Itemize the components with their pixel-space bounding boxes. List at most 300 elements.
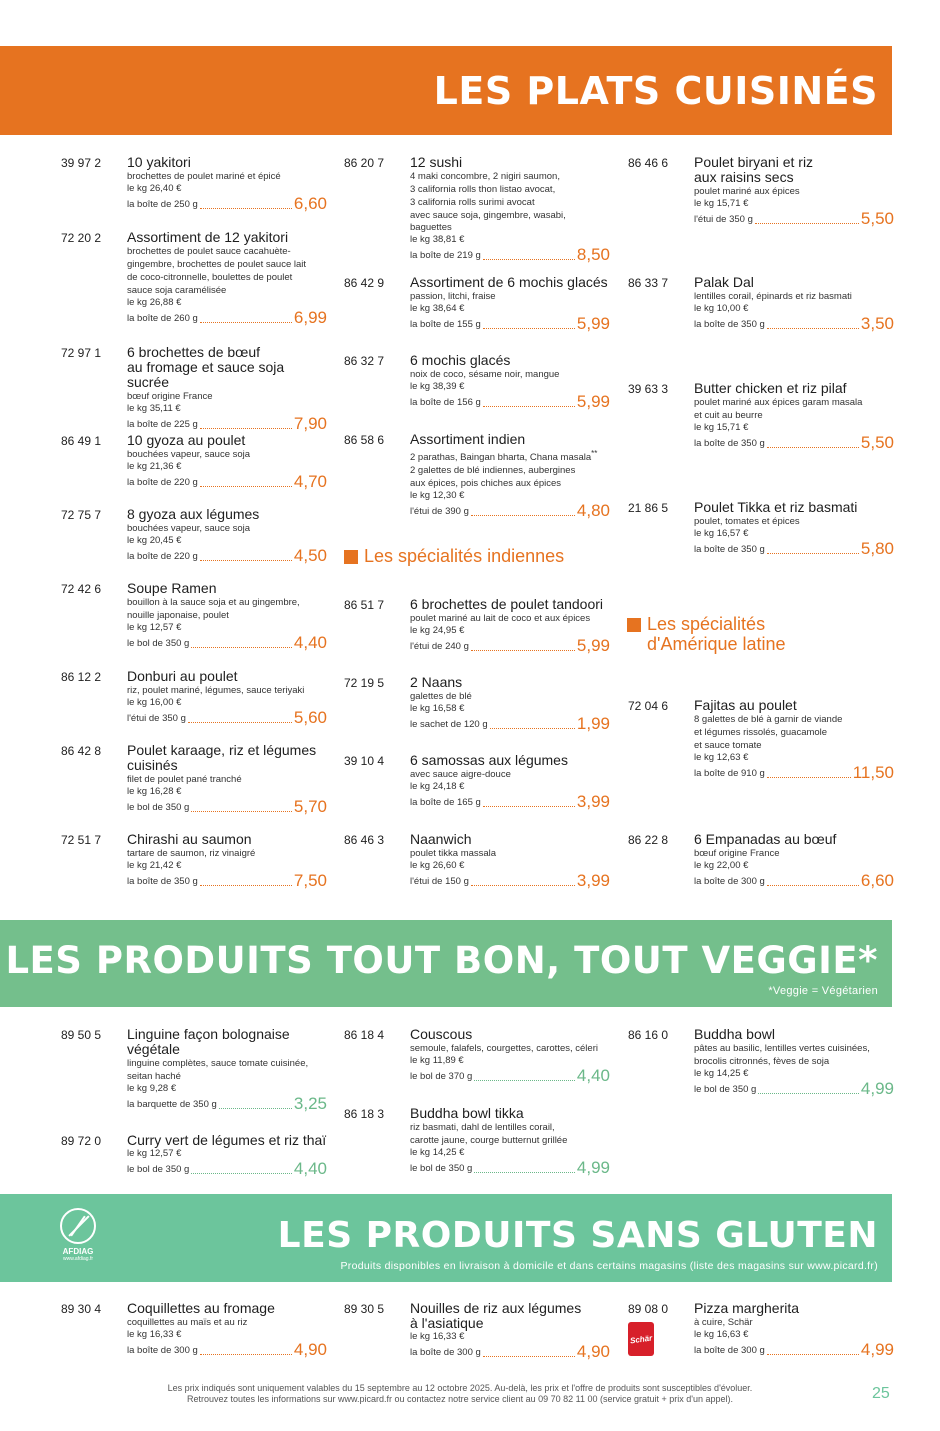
package-size: la boîte de 156 g: [410, 397, 481, 408]
package-size: la boîte de 250 g: [127, 199, 198, 210]
product-description: [410, 448, 610, 464]
price-row: [694, 1341, 894, 1358]
price-per-kg: le kg 38,39 €: [410, 381, 465, 392]
product-description: et légumes rissolés, guacamole: [694, 727, 828, 738]
product-code: 39 10 4: [344, 754, 385, 768]
price-per-kg: le kg 20,45 €: [127, 535, 182, 546]
product-description: et cuit au beurre: [694, 410, 763, 421]
product-price: 4,40: [293, 633, 327, 652]
product-price: 4,40: [576, 1066, 610, 1085]
footnote-description: 2 parathas, Baingan bharta, Chana masala: [410, 452, 592, 464]
price-row: [694, 764, 894, 781]
product-name-line: Buddha bowl tikka: [410, 1105, 524, 1121]
product-body: [410, 432, 610, 519]
square-bullet-icon: [627, 618, 641, 632]
product-name-line: Assortiment de 12 yakitori: [127, 229, 289, 245]
price-row: [127, 1160, 327, 1177]
product-code: 86 46 6: [628, 156, 669, 170]
product-body: [694, 832, 894, 889]
product-description: bœuf origine France: [694, 848, 780, 859]
product-name: [410, 1027, 610, 1042]
package-size: la boîte de 350 g: [694, 544, 765, 555]
product-body: [127, 155, 327, 212]
product-code: 86 51 7: [344, 598, 385, 612]
price-per-kg: le kg 16,33 €: [127, 1329, 182, 1340]
product-description: passion, litchi, fraise: [410, 291, 496, 302]
footnote-mark: **: [591, 449, 598, 458]
product-body: [127, 433, 327, 490]
product-body: [410, 832, 610, 889]
product-code: 72 97 1: [61, 346, 102, 360]
product-name-line: Chirashi au saumon: [127, 831, 252, 847]
product-price: 4,99: [576, 1158, 610, 1177]
product-code: 72 75 7: [61, 508, 102, 522]
package-size: la boîte de 300 g: [694, 1345, 765, 1356]
product-price: 3,50: [860, 314, 894, 333]
product-name: [127, 669, 327, 684]
product-body: [410, 155, 610, 263]
product-price: 4,50: [293, 546, 327, 565]
product-description: poulet mariné aux épices: [694, 186, 800, 197]
price-row: [127, 309, 327, 326]
product-name: [410, 597, 610, 612]
dotted-leader: [191, 811, 292, 812]
product-description: nouille japonaise, poulet: [127, 610, 229, 621]
package-size: la boîte de 350 g: [694, 438, 765, 449]
product-name-line: 6 samossas aux légumes: [410, 752, 568, 768]
product-price: 5,50: [860, 209, 894, 228]
product-name: [127, 1133, 327, 1148]
product-code: 86 42 9: [344, 276, 385, 290]
price-row: [410, 246, 610, 263]
product-price: 8,50: [576, 245, 610, 264]
product-description: à cuire, Schär: [694, 1317, 753, 1328]
price-per-kg: le kg 24,95 €: [410, 625, 465, 636]
price-per-kg: le kg 24,18 €: [410, 781, 465, 792]
product-name: [410, 275, 610, 290]
price-row: [410, 502, 610, 519]
product-description: gingembre, brochettes de poulet sauce lait: [127, 259, 307, 270]
product-description: filet de poulet pané tranché: [127, 774, 242, 785]
product-description: aux épices, pois chiches aux épices: [410, 478, 562, 490]
dotted-leader: [191, 647, 292, 648]
product-name: [127, 230, 327, 245]
product-body: [410, 1301, 610, 1360]
product-body: [694, 381, 894, 451]
package-size: la boîte de 260 g: [127, 313, 198, 324]
product-name-line: Couscous: [410, 1026, 473, 1042]
product-description: brochettes de poulet sauce cacahuète-: [127, 246, 291, 257]
product-description: brochettes de poulet mariné et épicé: [127, 171, 281, 182]
dotted-leader: [483, 806, 575, 807]
page-number: 25: [872, 1385, 890, 1402]
veggie-subtitle: *Veggie = Végétarien: [768, 985, 878, 997]
product-code: 89 30 5: [344, 1302, 385, 1316]
gluten-free-icon: [60, 1208, 96, 1244]
price-row: [410, 1067, 610, 1084]
product-code: 72 19 5: [344, 676, 385, 690]
product-code: 89 50 5: [61, 1028, 102, 1042]
product-name: [694, 832, 894, 847]
product-name: [410, 832, 610, 847]
price-per-kg: le kg 38,81 €: [410, 234, 465, 245]
product-name-line: 12 sushi: [410, 154, 463, 170]
product-description: pâtes au basilic, lentilles vertes cuisinées,: [694, 1043, 870, 1054]
product-price: 5,80: [860, 539, 894, 558]
product-body: [410, 675, 610, 732]
product-name-line: Nouilles de riz aux légumes: [410, 1300, 582, 1316]
package-size: la boîte de 300 g: [127, 1345, 198, 1356]
package-size: le sachet de 120 g: [410, 719, 488, 730]
package-size: la boîte de 219 g: [410, 250, 481, 261]
price-row: [694, 210, 894, 227]
price-row: [127, 798, 327, 815]
dotted-leader: [471, 515, 575, 516]
product-body: [410, 353, 610, 410]
dotted-leader: [483, 406, 575, 407]
product-name: [127, 507, 327, 522]
price-per-kg: le kg 12,57 €: [127, 1148, 182, 1159]
price-row: [694, 315, 894, 332]
product-name-line: 8 gyoza aux légumes: [127, 506, 260, 522]
product-body: [694, 275, 894, 332]
product-code: 89 30 4: [61, 1302, 102, 1316]
square-bullet-icon: [344, 550, 358, 564]
product-description: riz, poulet mariné, légumes, sauce teriyaki: [127, 685, 305, 696]
section-latam: [627, 614, 786, 654]
product-body: [127, 1027, 327, 1112]
price-per-kg: le kg 12,57 €: [127, 622, 182, 633]
price-per-kg: le kg 35,11 €: [127, 403, 181, 414]
package-size: la boîte de 300 g: [694, 876, 765, 887]
product-name: [127, 1027, 327, 1057]
product-name-line: Assortiment de 6 mochis glacés: [410, 274, 608, 290]
price-row: [410, 793, 610, 810]
dotted-leader: [471, 885, 575, 886]
price-row: [127, 195, 327, 212]
product-description: avec sauce aigre-douce: [410, 769, 511, 780]
product-name-line: végétale: [127, 1041, 180, 1057]
price-per-kg: le kg 16,00 €: [127, 697, 182, 708]
product-code: 86 16 0: [628, 1028, 669, 1042]
product-description: noix de coco, sésame noir, mangue: [410, 369, 560, 380]
price-row: [127, 473, 327, 490]
dotted-leader: [188, 722, 292, 723]
product-code: 86 22 8: [628, 833, 669, 847]
price-row: [694, 872, 894, 889]
price-per-kg: le kg 16,57 €: [694, 528, 749, 539]
dotted-leader: [767, 328, 859, 329]
product-body: [127, 832, 327, 889]
afdiag-logo: [56, 1208, 100, 1268]
product-description: seitan haché: [127, 1071, 181, 1082]
legal-footer: Les prix indiqués sont uniquement valables du 15 septembre au 12 octobre 2025. Au-delà, les prix et l'offre de produits sont susceptibles d'évoluer. Retrouvez toutes les informations sur www.picard.fr ou contactez notre service client au 09 70 82 11 00 (service gratuit + prix d'un appel).: [167, 1383, 753, 1404]
product-code: 89 08 0: [628, 1302, 669, 1316]
product-description: poulet mariné aux épices garam masala: [694, 397, 863, 408]
dotted-leader: [200, 322, 292, 323]
afdiag-logo-url: www.afdiag.fr: [62, 1256, 93, 1262]
plats-banner: [0, 46, 892, 135]
product-body: [127, 1301, 327, 1358]
product-code: 86 18 4: [344, 1028, 385, 1042]
product-name: [127, 581, 327, 596]
product-name-line: Assortiment indien: [410, 431, 526, 447]
product-description: et sauce tomate: [694, 740, 762, 751]
product-description: sauce soja caramélisée: [127, 285, 227, 296]
product-name-line: cuisinés: [127, 757, 178, 773]
product-price: 4,40: [293, 1159, 327, 1178]
price-row: [410, 1159, 610, 1176]
price-per-kg: le kg 12,30 €: [410, 490, 465, 502]
product-body: [127, 230, 327, 326]
product-name-line: Butter chicken et riz pilaf: [694, 380, 847, 396]
package-size: la boîte de 220 g: [127, 551, 198, 562]
product-code: 72 04 6: [628, 699, 669, 713]
product-name-line: 6 brochettes de bœuf: [127, 344, 261, 360]
product-description: galettes de blé: [410, 691, 472, 702]
product-body: [694, 155, 894, 227]
product-name-line: Linguine façon bolognaise: [127, 1026, 290, 1042]
dotted-leader: [767, 447, 859, 448]
schar-logo: Schär: [628, 1322, 654, 1356]
product-body: [410, 597, 610, 654]
product-name: [694, 698, 894, 713]
product-price: 5,70: [293, 797, 327, 816]
product-price: 5,99: [576, 392, 610, 411]
product-code: 89 72 0: [61, 1134, 102, 1148]
product-name: [410, 155, 610, 170]
package-size: l'étui de 350 g: [127, 713, 186, 724]
product-description: bouchées vapeur, sauce soja: [127, 523, 251, 534]
package-size: l'étui de 350 g: [694, 214, 753, 225]
package-size: la boîte de 165 g: [410, 797, 481, 808]
product-body: [410, 275, 610, 332]
price-row: [410, 315, 610, 332]
product-name-line: Curry vert de légumes et riz thaï: [127, 1132, 327, 1148]
dotted-leader: [200, 885, 292, 886]
price-per-kg: le kg 10,00 €: [694, 303, 749, 314]
package-size: la boîte de 225 g: [127, 419, 198, 430]
product-description: linguine complètes, sauce tomate cuisinée,: [127, 1058, 309, 1069]
product-code: 86 46 3: [344, 833, 385, 847]
price-row: [410, 1343, 610, 1360]
price-per-kg: le kg 16,33 €: [410, 1331, 465, 1342]
product-body: [127, 345, 327, 432]
product-description: 3 california rolls surimi avocat: [410, 197, 535, 208]
dotted-leader: [767, 885, 859, 886]
package-size: l'étui de 240 g: [410, 641, 469, 652]
product-name-line: Poulet Tikka et riz basmati: [694, 499, 858, 515]
price-row: [127, 1095, 327, 1112]
gluten-title: LES PRODUITS SANS GLUTEN: [277, 1215, 878, 1256]
price-per-kg: le kg 16,28 €: [127, 786, 182, 797]
price-row: [694, 1080, 894, 1097]
dotted-leader: [767, 777, 851, 778]
product-price: 3,25: [293, 1094, 327, 1113]
plats-title: LES PLATS CUISINÉS: [433, 68, 878, 113]
product-body: [127, 669, 327, 726]
product-body: [410, 1106, 610, 1176]
dotted-leader: [483, 328, 575, 329]
product-name: [694, 1027, 894, 1042]
price-row: [694, 540, 894, 557]
package-size: le bol de 350 g: [127, 802, 190, 813]
product-name-line: Palak Dal: [694, 274, 754, 290]
price-per-kg: le kg 26,60 €: [410, 860, 465, 871]
product-name-line: au fromage et sauce soja sucrée: [127, 359, 285, 390]
price-per-kg: le kg 16,58 €: [410, 703, 465, 714]
product-description: avec sauce soja, gingembre, wasabi, baguettes: [410, 210, 566, 233]
package-size: l'étui de 390 g: [410, 506, 469, 518]
product-name-line: Buddha bowl: [694, 1026, 775, 1042]
product-price: 4,90: [576, 1342, 610, 1361]
product-name-line: Pizza margherita: [694, 1300, 800, 1316]
product-body: [694, 500, 894, 557]
dotted-leader: [471, 650, 575, 651]
product-description: poulet tikka massala: [410, 848, 497, 859]
product-name: [694, 155, 894, 185]
product-name-line: Poulet karaage, riz et légumes: [127, 742, 317, 758]
product-body: [127, 581, 327, 651]
product-price: 4,70: [293, 472, 327, 491]
dotted-leader: [191, 1173, 292, 1174]
section-indian: [344, 546, 564, 566]
product-name-line: 6 mochis glacés: [410, 352, 511, 368]
price-per-kg: le kg 26,40 €: [127, 183, 182, 194]
dotted-leader: [758, 1093, 859, 1094]
package-size: le bol de 350 g: [127, 1164, 190, 1175]
product-description: riz basmati, dahl de lentilles corail,: [410, 1122, 555, 1133]
product-name-line: Poulet biryani et riz: [694, 154, 814, 170]
price-per-kg: le kg 12,63 €: [694, 752, 749, 763]
product-code: 86 18 3: [344, 1107, 385, 1121]
product-name: [410, 1106, 610, 1121]
product-code: 39 97 2: [61, 156, 102, 170]
product-name-line: 10 yakitori: [127, 154, 191, 170]
product-body: [694, 1027, 894, 1097]
gluten-banner: [0, 1194, 892, 1282]
product-body: [127, 1133, 327, 1177]
price-per-kg: le kg 9,28 €: [127, 1083, 177, 1094]
package-size: la boîte de 155 g: [410, 319, 481, 330]
price-row: [410, 393, 610, 410]
product-name: [127, 1301, 327, 1316]
price-per-kg: le kg 26,88 €: [127, 297, 182, 308]
product-description: lentilles corail, épinards et riz basmati: [694, 291, 852, 302]
product-description: brocolis citronnés, fèves de soja: [694, 1056, 830, 1067]
dotted-leader: [200, 208, 292, 209]
dotted-leader: [767, 1354, 859, 1355]
product-description: 2 galettes de blé indiennes, aubergines: [410, 465, 576, 477]
product-code: 86 32 7: [344, 354, 385, 368]
product-code: 72 20 2: [61, 231, 102, 245]
product-code: 86 33 7: [628, 276, 669, 290]
dotted-leader: [483, 1356, 575, 1357]
product-description: poulet, tomates et épices: [694, 516, 800, 527]
product-name: [694, 381, 894, 396]
product-description: bouchées vapeur, sauce soja: [127, 449, 251, 460]
dotted-leader: [474, 1080, 575, 1081]
product-name: [410, 753, 610, 768]
product-price: 4,99: [860, 1079, 894, 1098]
package-size: la boîte de 910 g: [694, 768, 765, 779]
package-size: le bol de 350 g: [127, 638, 190, 649]
product-price: 4,99: [860, 1340, 894, 1359]
product-description: tartare de saumon, riz vinaigré: [127, 848, 256, 859]
product-description: 3 california rolls thon listao avocat,: [410, 184, 556, 195]
product-description: poulet mariné au lait de coco et aux épices: [410, 613, 591, 624]
product-price: 4,80: [576, 501, 610, 521]
product-price: 6,99: [293, 308, 327, 327]
product-name-line: Donburi au poulet: [127, 668, 238, 684]
price-row: [694, 434, 894, 451]
product-code: 21 86 5: [628, 501, 669, 515]
package-size: l'étui de 150 g: [410, 876, 469, 887]
product-body: [694, 698, 894, 781]
product-name: [127, 433, 327, 448]
price-per-kg: le kg 21,42 €: [127, 860, 182, 871]
price-per-kg: le kg 11,89 €: [410, 1055, 464, 1066]
product-price: 5,60: [293, 708, 327, 727]
price-row: [127, 547, 327, 564]
dotted-leader: [474, 1172, 575, 1173]
product-code: 86 20 7: [344, 156, 385, 170]
product-description: coquillettes au maïs et au riz: [127, 1317, 248, 1328]
dotted-leader: [200, 1354, 292, 1355]
dotted-leader: [200, 486, 292, 487]
dotted-leader: [767, 553, 859, 554]
price-row: [127, 1341, 327, 1358]
product-name: [694, 500, 894, 515]
price-row: [127, 634, 327, 651]
package-size: la boîte de 350 g: [694, 319, 765, 330]
product-description: semoule, falafels, courgettes, carottes, céleri: [410, 1043, 598, 1054]
price-per-kg: le kg 15,71 €: [694, 198, 749, 209]
package-size: la barquette de 350 g: [127, 1099, 217, 1110]
product-code: 86 49 1: [61, 434, 102, 448]
section-indian-label: Les spécialités indiennes: [364, 546, 565, 566]
product-name: [127, 155, 327, 170]
product-price: 5,50: [860, 433, 894, 452]
product-name-line: 6 brochettes de poulet tandoori: [410, 596, 604, 612]
price-row: [127, 709, 327, 726]
product-description: 8 galettes de blé à garnir de viande: [694, 714, 843, 725]
gluten-subtitle: Produits disponibles en livraison à domicile et dans certains magasins (liste des magasins sur www.picard.fr): [340, 1260, 878, 1272]
product-name: [410, 432, 610, 447]
dotted-leader: [755, 223, 859, 224]
price-per-kg: le kg 14,25 €: [410, 1147, 465, 1158]
dotted-leader: [219, 1108, 292, 1109]
price-row: [127, 415, 327, 432]
product-name: [127, 832, 327, 847]
package-size: la boîte de 300 g: [410, 1347, 481, 1358]
product-name-line: aux raisins secs: [694, 169, 794, 185]
product-price: 5,99: [576, 314, 610, 333]
product-price: 4,90: [293, 1340, 327, 1359]
product-code: 39 63 3: [628, 382, 669, 396]
product-price: 7,50: [293, 871, 327, 890]
price-per-kg: le kg 14,25 €: [694, 1068, 749, 1079]
product-body: [127, 743, 327, 815]
product-price: 3,99: [576, 792, 610, 811]
product-description: de coco-citronnelle, boulettes de poulet: [127, 272, 293, 283]
product-price: 6,60: [293, 194, 327, 213]
product-price: 3,99: [576, 871, 610, 890]
product-body: [127, 507, 327, 564]
product-name-line: à l'asiatique: [410, 1315, 484, 1331]
price-per-kg: le kg 22,00 €: [694, 860, 749, 871]
package-size: le bol de 370 g: [410, 1071, 473, 1082]
